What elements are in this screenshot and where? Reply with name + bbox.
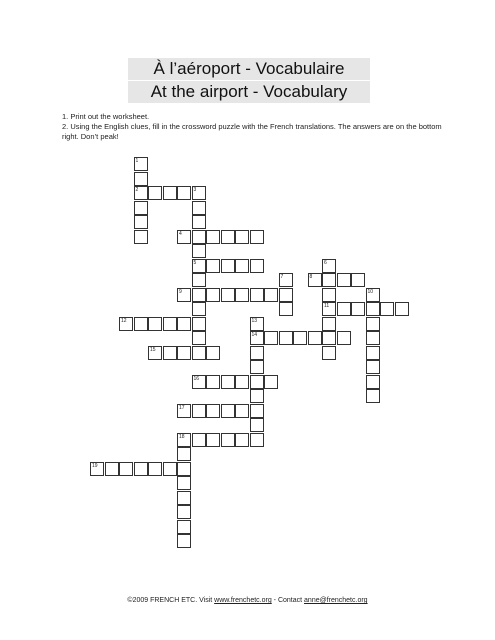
crossword-cell[interactable]	[366, 331, 380, 345]
crossword-cell[interactable]	[105, 462, 119, 476]
crossword-cell[interactable]	[206, 288, 220, 302]
crossword-cell[interactable]	[235, 259, 249, 273]
crossword-cell[interactable]	[163, 346, 177, 360]
crossword-cell[interactable]	[366, 317, 380, 331]
crossword-cell[interactable]	[192, 273, 206, 287]
clue-number: 16	[193, 375, 200, 382]
footer-email-link[interactable]: anne@frenchetc.org	[304, 597, 368, 604]
crossword-cell[interactable]	[90, 462, 104, 476]
crossword-cell[interactable]	[119, 317, 133, 331]
crossword-cell[interactable]	[279, 273, 293, 287]
crossword-cell[interactable]	[134, 172, 148, 186]
crossword-cell[interactable]	[163, 186, 177, 200]
crossword-cell[interactable]	[192, 404, 206, 418]
crossword-cell[interactable]	[177, 186, 191, 200]
crossword-cell[interactable]	[177, 491, 191, 505]
crossword-cell[interactable]	[206, 230, 220, 244]
crossword-cell[interactable]	[221, 259, 235, 273]
crossword-cell[interactable]	[177, 476, 191, 490]
crossword-cell[interactable]	[192, 433, 206, 447]
crossword-cell[interactable]	[351, 302, 365, 316]
crossword-cell[interactable]	[134, 317, 148, 331]
crossword-cell[interactable]	[192, 331, 206, 345]
crossword-cell[interactable]	[250, 433, 264, 447]
crossword-cell[interactable]	[134, 157, 148, 171]
clue-number: 4	[179, 230, 182, 237]
crossword-cell[interactable]	[148, 186, 162, 200]
crossword-cell[interactable]	[134, 230, 148, 244]
crossword-cell[interactable]	[192, 201, 206, 215]
footer	[0, 597, 495, 604]
title-english: At the airport - Vocabulary	[128, 81, 370, 103]
crossword-cell[interactable]	[134, 186, 148, 200]
clue-number: 7	[280, 274, 284, 280]
crossword-cell[interactable]	[337, 331, 351, 345]
crossword-cell[interactable]	[366, 288, 380, 302]
crossword-cell[interactable]	[206, 259, 220, 273]
crossword-cell[interactable]	[206, 375, 220, 389]
crossword-cell[interactable]	[250, 418, 264, 432]
crossword-cell[interactable]	[192, 317, 206, 331]
crossword-cell[interactable]	[279, 302, 293, 316]
clue-number: 11	[324, 303, 330, 309]
crossword-cell[interactable]	[250, 288, 264, 302]
crossword-cell[interactable]	[119, 462, 133, 476]
crossword-cell[interactable]	[221, 288, 235, 302]
crossword-cell[interactable]	[264, 331, 278, 345]
crossword-cell[interactable]	[163, 317, 177, 331]
crossword-cell[interactable]	[192, 244, 206, 258]
crossword-cell[interactable]	[250, 317, 264, 331]
footer-copyright: ©2009 FRENCH ETC. Visit	[127, 597, 215, 604]
clue-number: 12	[121, 317, 127, 324]
crossword-cell[interactable]	[366, 360, 380, 374]
crossword-cell[interactable]	[192, 375, 206, 389]
crossword-cell[interactable]	[250, 346, 264, 360]
crossword-cell[interactable]	[380, 302, 394, 316]
crossword-cell[interactable]	[221, 230, 235, 244]
title-french: À l’aéroport - Vocabulaire	[128, 58, 370, 80]
crossword-cell[interactable]	[192, 230, 206, 244]
crossword-cell[interactable]	[264, 288, 278, 302]
crossword-cell[interactable]	[134, 462, 148, 476]
clue-number: 17	[179, 404, 185, 411]
crossword-cell[interactable]	[206, 346, 220, 360]
clue-number: 10	[367, 288, 374, 295]
crossword-cell[interactable]	[337, 273, 351, 287]
crossword-cell[interactable]	[177, 404, 191, 418]
instruction-1: 1. Print out the worksheet.	[62, 112, 150, 121]
crossword-cell[interactable]	[177, 346, 191, 360]
crossword-cell[interactable]	[148, 346, 162, 360]
crossword-cell[interactable]	[177, 505, 191, 519]
crossword-cell[interactable]	[264, 375, 278, 389]
crossword-cell[interactable]	[192, 186, 206, 200]
crossword-cell[interactable]	[206, 433, 220, 447]
crossword-cell[interactable]	[366, 389, 380, 403]
crossword-cell[interactable]	[206, 404, 220, 418]
clue-number: 9	[179, 288, 182, 295]
crossword-cell[interactable]	[177, 534, 191, 548]
crossword-cell[interactable]	[337, 302, 351, 316]
clue-number: 6	[324, 259, 327, 266]
crossword-cell[interactable]	[279, 288, 293, 302]
crossword-cell[interactable]	[308, 331, 322, 345]
crossword-cell[interactable]	[134, 215, 148, 229]
crossword-cell[interactable]	[148, 462, 162, 476]
crossword-cell[interactable]	[322, 259, 336, 273]
crossword-cell[interactable]	[221, 404, 235, 418]
crossword-cell[interactable]	[192, 215, 206, 229]
crossword-cell[interactable]	[177, 433, 191, 447]
crossword-cell[interactable]	[177, 230, 191, 244]
crossword-cell[interactable]	[250, 389, 264, 403]
crossword-cell[interactable]	[322, 288, 336, 302]
crossword-cell[interactable]	[322, 331, 336, 345]
clue-number: 18	[179, 433, 185, 440]
crossword-cell[interactable]	[250, 360, 264, 374]
clue-number: 2	[135, 187, 139, 193]
crossword-cell[interactable]	[322, 302, 336, 316]
crossword-cell[interactable]	[192, 259, 206, 273]
clue-number: 14	[251, 332, 258, 338]
crossword-cell[interactable]	[235, 404, 249, 418]
crossword-cell[interactable]	[279, 331, 293, 345]
crossword-cell[interactable]	[221, 433, 235, 447]
clue-number: 19	[92, 462, 98, 469]
crossword-cell[interactable]	[250, 259, 264, 273]
crossword-cell[interactable]	[235, 230, 249, 244]
crossword-cell[interactable]	[163, 462, 177, 476]
crossword-cell[interactable]	[250, 230, 264, 244]
crossword-cell[interactable]	[192, 302, 206, 316]
crossword-cell[interactable]	[308, 273, 322, 287]
clue-number: 3	[193, 187, 197, 193]
crossword-cell[interactable]	[177, 317, 191, 331]
crossword-cell[interactable]	[177, 520, 191, 534]
crossword-cell[interactable]	[177, 462, 191, 476]
crossword-cell[interactable]	[366, 346, 380, 360]
crossword-cell[interactable]	[221, 375, 235, 389]
crossword-cell[interactable]	[235, 288, 249, 302]
crossword-cell[interactable]	[366, 302, 380, 316]
crossword-cell[interactable]	[322, 273, 336, 287]
clue-number: 1	[135, 158, 139, 164]
crossword-cell[interactable]	[250, 404, 264, 418]
clue-number: 5	[193, 259, 197, 266]
crossword-cell[interactable]	[177, 447, 191, 461]
crossword-cell[interactable]	[192, 346, 206, 360]
footer-site-link[interactable]: www.frenchetc.org	[214, 597, 272, 604]
instruction-2: 2. Using the English clues, fill in the crossword puzzle with the French translations. The answers are on the bottom right. Don’t peak!	[62, 122, 442, 141]
crossword-cell[interactable]	[134, 201, 148, 215]
crossword-cell[interactable]	[235, 433, 249, 447]
crossword-cell[interactable]	[177, 288, 191, 302]
crossword-cell[interactable]	[192, 288, 206, 302]
crossword-cell[interactable]	[322, 317, 336, 331]
clue-number: 8	[309, 274, 313, 280]
crossword-cell[interactable]	[395, 302, 409, 316]
crossword-cell[interactable]	[148, 317, 162, 331]
crossword-cell[interactable]	[351, 273, 365, 287]
crossword-cell[interactable]	[293, 331, 307, 345]
crossword-cell[interactable]	[250, 331, 264, 345]
clue-number: 13	[251, 317, 258, 324]
crossword-cell[interactable]	[250, 375, 264, 389]
crossword-cell[interactable]	[366, 375, 380, 389]
crossword-cell[interactable]	[322, 346, 336, 360]
clue-number: 15	[150, 346, 156, 353]
crossword-cell[interactable]	[235, 375, 249, 389]
footer-contact-label: - Contact	[271, 597, 305, 604]
